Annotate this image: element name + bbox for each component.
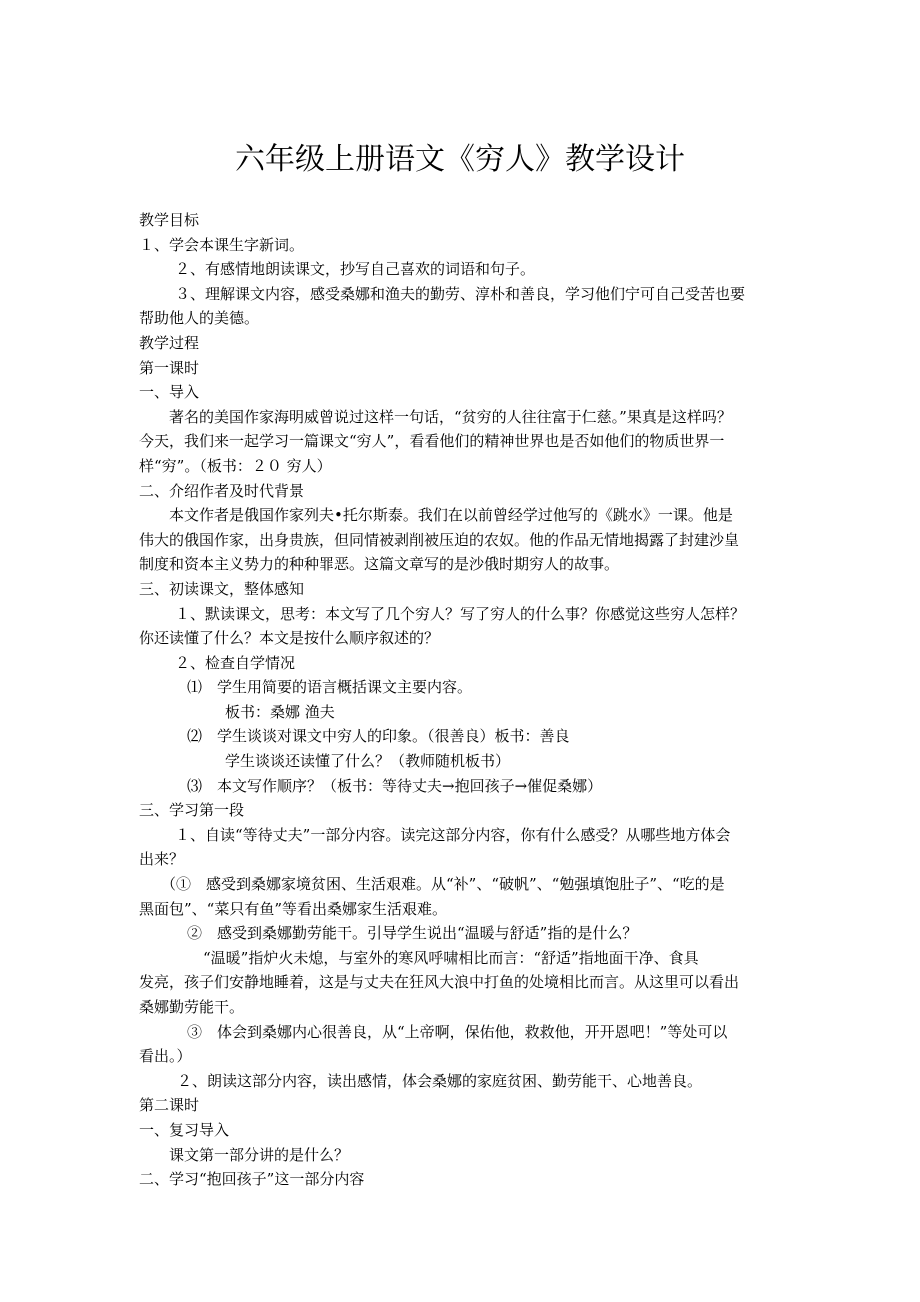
- goal-3-continued: 帮助他人的美德。: [139, 309, 260, 328]
- paragraph-line: 伟大的俄国作家，出身贵族，但同情被剥削被压迫的农奴。他的作品无情地揭露了封建沙皇: [139, 530, 740, 549]
- paragraph-line: “温暖”指炉火未熄，与室外的寒风呼啸相比而言：“舒适”指地面干净、食具: [203, 948, 699, 967]
- heading-lesson-1: 第一课时: [139, 358, 200, 377]
- heading-lesson-2: 第二课时: [139, 1096, 200, 1115]
- goal-2: ２、有感情地朗读课文，抄写自己喜欢的词语和句子。: [175, 260, 536, 279]
- paragraph-line: １、默读课文，思考：本文写了几个穷人？写了穷人的什么事？你感觉这些穷人怎样？: [175, 604, 746, 623]
- list-item: ② 感受到桑娜勤劳能干。引导学生说出“温暖与舒适”指的是什么？: [187, 924, 638, 943]
- list-item: ⑵ 学生谈谈对课文中穷人的印象。（很善良）板书：善良: [187, 727, 570, 746]
- paragraph-line: 看出。）: [139, 1047, 192, 1066]
- document-body: [139, 208, 784, 1192]
- paragraph-line: 制度和资本主义势力的种种罪恶。这篇文章写的是沙俄时期穷人的故事。: [139, 555, 620, 574]
- section-second-part-heading: 二、学习“抱回孩子”这一部分内容: [139, 1170, 365, 1189]
- list-item: （① 感受到桑娜家境贫困、生活艰难。从“补”、“破帆”、“勉强填饱肚子”、“吃的是: [161, 875, 725, 894]
- list-item: ⑶ 本文写作顺序？（板书：等待丈夫→抱回孩子→催促桑娜）: [187, 776, 603, 795]
- section-first-part-heading: 三、学习第一段: [139, 801, 245, 820]
- list-item: ２、检查自学情况: [175, 653, 296, 672]
- section-first-reading-heading: 三、初读课文，整体感知: [139, 579, 305, 598]
- paragraph-line: 著名的美国作家海明威曾说过这样一句话，“贫穷的人往往富于仁慈。”果真是这样吗？: [169, 407, 732, 426]
- section-intro-heading: 一、导入: [139, 383, 200, 402]
- paragraph-line: 样“穷”。（板书：２０ 穷人）: [139, 456, 332, 475]
- paragraph-line: 黑面包”、“菜只有鱼”等看出桑娜家生活艰难。: [139, 899, 448, 918]
- heading-teaching-goals: 教学目标: [139, 211, 200, 229]
- paragraph-line: 本文作者是俄国作家列夫•托尔斯泰。我们在以前曾经学过他写的《跳水》一课。他是: [169, 506, 733, 525]
- paragraph-line: 课文第一部分讲的是什么？: [169, 1145, 350, 1164]
- list-item: ２、朗读这部分内容，读出感情，体会桑娜的家庭贫困、勤劳能干、心地善良。: [177, 1071, 703, 1090]
- heading-teaching-process: 教学过程: [139, 333, 200, 352]
- section-review-heading: 一、复习导入: [139, 1120, 230, 1139]
- paragraph-line: 今天，我们来一起学习一篇课文“穷人”，看看他们的精神世界也是否如他们的物质世界一: [139, 432, 725, 451]
- goal-3: ３、理解课文内容，感受桑娜和渔夫的勤劳、淳朴和善良，学习他们宁可自己受苦也要: [175, 284, 746, 303]
- board-note: 板书：桑娜 渔夫: [225, 702, 335, 721]
- paragraph-line: 出来？: [139, 850, 185, 869]
- paragraph-line: １、自读“等待丈夫”一部分内容。读完这部分内容，你有什么感受？从哪些地方体会: [175, 825, 731, 844]
- section-author-heading: 二、介绍作者及时代背景: [139, 481, 305, 500]
- list-item: 学生谈谈还读懂了什么？（教师随机板书）: [225, 752, 511, 771]
- paragraph-line: 发亮，孩子们安静地睡着，这是与丈夫在狂风大浪中打鱼的处境相比而言。从这里可以看出: [139, 973, 740, 992]
- paragraph-line: 桑娜勤劳能干。: [139, 998, 245, 1016]
- list-item: ⑴ 学生用简要的语言概括课文主要内容。: [187, 678, 473, 697]
- document-title: 六年级上册语文《穷人》教学设计: [235, 142, 685, 177]
- goal-1: １、学会本课生字新词。: [139, 235, 305, 254]
- paragraph-line: 你还读懂了什么？本文是按什么顺序叙述的？: [139, 629, 440, 648]
- list-item: ③ 体会到桑娜内心很善良，从“上帝啊，保佑他，救救他，开开恩吧！”等处可以: [187, 1022, 728, 1041]
